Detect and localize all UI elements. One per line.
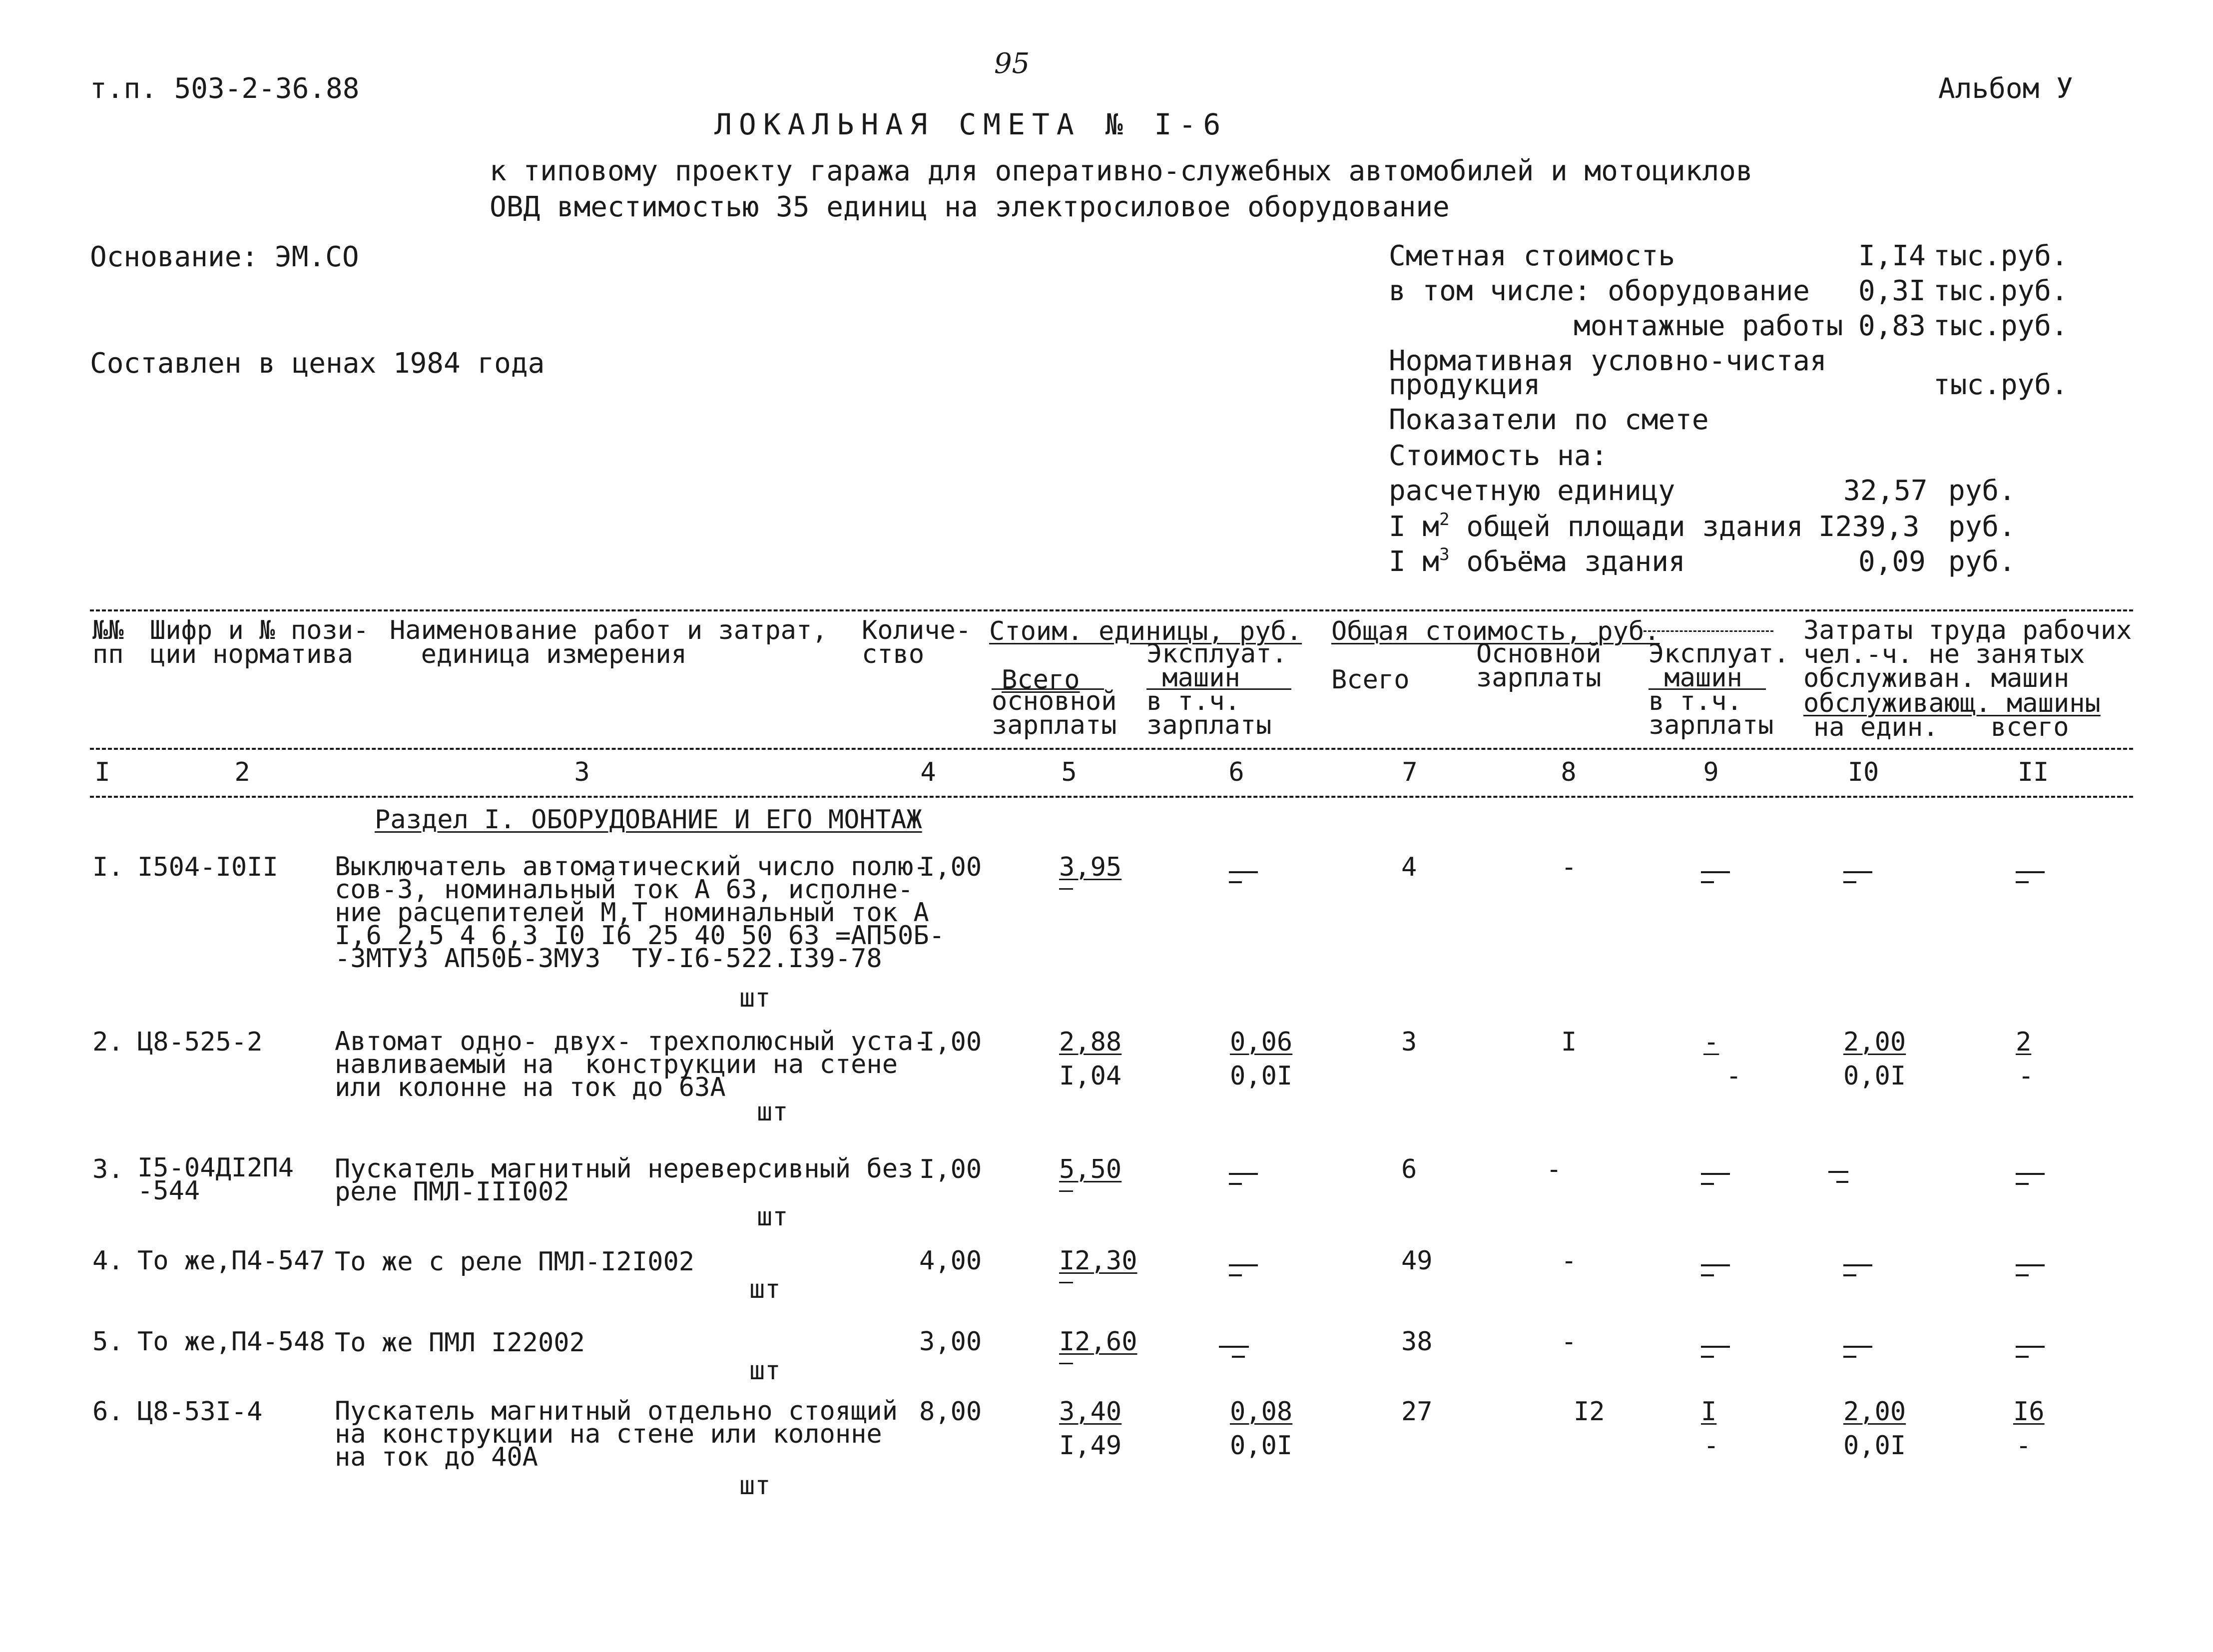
col-number: 9: [1703, 757, 1719, 787]
equipment-value: 0,3I: [1858, 275, 1926, 307]
row-machinery-cost-dash: [1229, 1160, 1258, 1185]
row-code: I5-04ДI2П4 -544: [137, 1153, 294, 1206]
normative-label-1: Нормативная условно-чистая: [1389, 345, 1827, 377]
row-unit-cost-bottom-dash: [1059, 1363, 1073, 1364]
subtitle-line-2: ОВД вместимостью 35 единиц на электросиловое оборудование: [490, 191, 1450, 223]
row-labor-total-bottom: -: [2018, 1061, 2034, 1091]
row-unit: шт: [739, 1471, 771, 1501]
row-wage-total: -: [1561, 852, 1577, 882]
row-name: Выключатель автоматический число полю- сов-3, номинальный ток А 63, исполне- ние расцепителей М,Т номинальный ток А I,6 2,5 4 6,3 I0 I6 25 40 50 63 =АП50Б- -3МТУ3 АП50Б-3МУ3 ТУ-I6-522.I39-78: [335, 852, 945, 974]
col-header-2: Шифр и № пози- ции норматива: [150, 615, 369, 669]
labor-group-header: Затраты труда рабочих чел.-ч. не занятых обслуживан. машин: [1803, 615, 2132, 693]
col-header-9-dash: [1644, 630, 1773, 632]
row-machinery-cost-dash: [1219, 1333, 1249, 1358]
indicators-label: Показатели по смете: [1389, 404, 1709, 436]
row-total: 38: [1401, 1327, 1433, 1357]
volume-value: 0,09: [1858, 546, 1926, 578]
row-machinery-cost-dash: [1229, 1251, 1258, 1276]
row-unit-cost: 3,95: [1059, 852, 1122, 882]
row-total: 4: [1401, 852, 1417, 882]
row-labor-total-dash: [2016, 1160, 2045, 1185]
row-labor-total-dash: [2016, 1251, 2045, 1276]
total-cost-group-header: Общая стоимость, руб.: [1331, 616, 1660, 646]
estimated-cost-label: Сметная стоимость: [1389, 240, 1675, 272]
calc-unit-value: 32,57: [1843, 475, 1928, 507]
row-machinery-total-dash: [1701, 1333, 1730, 1358]
row-unit: шт: [749, 1274, 781, 1304]
row-machinery-cost: 0,08: [1230, 1397, 1293, 1427]
col-header-6-bottom: в т.ч. зарплаты: [1146, 686, 1272, 740]
equipment-unit: тыс.руб.: [1933, 275, 2068, 307]
area-label: I $м^2$ общей площади здания: [1389, 510, 1803, 543]
row-machinery-wage: 0,0I: [1230, 1061, 1293, 1091]
col-header-11: всего: [1991, 712, 2069, 742]
row-machinery-total: -: [1703, 1027, 1719, 1057]
col-header-1: №№ пп: [92, 615, 124, 669]
row-unit-cost: I2,60: [1059, 1327, 1137, 1357]
row-total: 3: [1401, 1027, 1417, 1057]
row-qty: 4,00: [919, 1246, 982, 1276]
row-unit: шт: [739, 983, 771, 1013]
row-labor-total-dash: [2016, 1333, 2045, 1358]
col-header-5-rule: [992, 688, 1104, 690]
row-unit-cost-bottom-dash: [1059, 1282, 1073, 1283]
calc-unit-rub: руб.: [1948, 475, 2016, 507]
row-unit-cost: 5,50: [1059, 1154, 1122, 1184]
col-number: 2: [234, 757, 250, 787]
row-qty: 3,00: [919, 1327, 982, 1357]
row-unit-cost-bottom-dash: [1059, 1190, 1073, 1192]
row-labor-unit-dash: [1843, 858, 1872, 883]
page-number: 95: [994, 47, 1030, 80]
row-labor-unit-bottom: 0,0I: [1843, 1431, 1906, 1461]
installation-label: монтажные работы: [1574, 310, 1843, 342]
col-number: 4: [920, 757, 936, 787]
album-label: Альбом У: [1938, 72, 2073, 105]
labor-sub-header: обслуживающ. машины: [1803, 688, 2101, 718]
col-header-10: на един.: [1813, 712, 1939, 742]
row-machinery-total: I: [1701, 1397, 1717, 1427]
row-machinery-cost-dash: [1229, 858, 1258, 883]
table-top-rule: [90, 609, 2133, 611]
col-number: II: [2017, 757, 2049, 787]
normative-label-2: продукция: [1389, 369, 1541, 401]
row-machinery-total-wage: -: [1726, 1061, 1742, 1091]
row-qty: I,00: [919, 1027, 982, 1057]
row-labor-unit: 2,00: [1843, 1027, 1906, 1057]
estimated-cost-unit: тыс.руб.: [1933, 240, 2068, 272]
subtitle-line-1: к типовому проекту гаража для оперативно-служебных автомобилей и мотоциклов: [490, 155, 1753, 187]
unit-cost-group-header: Стоим. единицы, руб.: [989, 616, 1302, 646]
row-machinery-total-dash: [1701, 1251, 1730, 1276]
row-total: 49: [1401, 1246, 1433, 1276]
row-total: 6: [1401, 1154, 1417, 1184]
row-name: То же ПМЛ I22002: [335, 1328, 585, 1358]
row-labor-unit-bottom: 0,0I: [1843, 1061, 1906, 1091]
section-title: Раздел I. ОБОРУДОВАНИЕ И ЕГО МОНТАЖ: [375, 805, 922, 835]
col-number: 8: [1561, 757, 1577, 787]
row-name: Пускатель магнитный нереверсивный без реле ПМЛ-III002: [335, 1154, 914, 1207]
col-number: 6: [1228, 757, 1244, 787]
row-number: I.: [92, 852, 124, 882]
col-number: 5: [1061, 757, 1077, 787]
row-number: 2.: [92, 1027, 124, 1057]
compiled-note: Составлен в ценах 1984 года: [90, 347, 545, 380]
row-labor-unit: 2,00: [1843, 1397, 1906, 1427]
row-unit: шт: [749, 1356, 781, 1386]
row-unit-wage: I,49: [1059, 1431, 1122, 1461]
row-qty: I,00: [919, 852, 982, 882]
row-wage-total: I: [1561, 1027, 1577, 1057]
basis-label: Основание:: [90, 241, 259, 273]
col-header-5-top: Всего: [1002, 665, 1080, 695]
row-unit: шт: [757, 1097, 788, 1127]
page-title: ЛОКАЛЬНАЯ СМЕТА № I-6: [714, 107, 1228, 141]
row-qty: 8,00: [919, 1397, 982, 1427]
col-header-9-top: Эксплуат. машин: [1649, 639, 1789, 693]
row-code: То же,П4-547: [137, 1246, 325, 1276]
col-header-6-top: Эксплуат. машин: [1146, 639, 1287, 693]
row-name: То же с реле ПМЛ-I2I002: [335, 1247, 695, 1277]
row-labor-total: I6: [2013, 1397, 2045, 1427]
numbers-bottom-rule: [90, 796, 2133, 798]
row-labor-unit-dash: [1843, 1251, 1872, 1276]
row-labor-unit-dash: [1828, 1160, 1848, 1183]
row-unit-cost: 3,40: [1059, 1397, 1122, 1427]
col-header-7: Всего: [1331, 665, 1410, 695]
row-unit-cost: I2,30: [1059, 1246, 1137, 1276]
row-machinery-total-dash: [1701, 1160, 1730, 1185]
area-rub: руб.: [1948, 511, 2016, 543]
col-number: I: [94, 757, 110, 787]
row-labor-total: 2: [2016, 1027, 2032, 1057]
row-number: 4.: [92, 1246, 124, 1276]
row-unit: шт: [757, 1202, 788, 1232]
basis-value: ЭМ.СО: [275, 241, 359, 273]
row-name: Пускатель магнитный отдельно стоящий на конструкции на стене или колонне на ток до 40А: [335, 1396, 898, 1472]
row-machinery-total-dash: [1701, 858, 1730, 883]
row-wage-total: -: [1561, 1327, 1577, 1357]
col-header-4: Количе- ство: [862, 615, 972, 669]
row-machinery-total-wage: -: [1703, 1431, 1719, 1461]
including-equipment-label: в том числе: оборудование: [1389, 275, 1810, 307]
row-machinery-cost: 0,06: [1230, 1027, 1293, 1057]
area-value: I239,3: [1818, 511, 1920, 543]
row-code: То же,П4-548: [137, 1327, 325, 1357]
header-bottom-rule: [90, 748, 2133, 750]
row-labor-total-bottom: -: [2016, 1431, 2032, 1461]
row-unit-cost-bottom-dash: [1059, 888, 1073, 890]
row-wage-total: I2: [1574, 1397, 1605, 1427]
col-header-5-bottom: основной зарплаты: [992, 686, 1117, 740]
row-qty: I,00: [919, 1154, 982, 1184]
col-number: 3: [574, 757, 590, 787]
col-header-8: Основной зарплаты: [1476, 639, 1602, 693]
row-name: Автомат одно- двух- трехполюсный уста- навливаемый на конструкции на стене или колонне на ток до 63А: [335, 1027, 929, 1102]
calc-unit-label: расчетную единицу: [1389, 475, 1675, 507]
cost-on-label: Стоимость на:: [1389, 440, 1608, 472]
row-labor-unit-dash: [1843, 1333, 1872, 1358]
document-code: т.п. 503-2-36.88: [90, 72, 360, 105]
row-number: 5.: [92, 1327, 124, 1357]
col-number: I0: [1847, 757, 1879, 787]
col-header-9-bottom: в т.ч. зарплаты: [1649, 686, 1774, 740]
row-unit-wage: I,04: [1059, 1061, 1122, 1091]
row-labor-total-dash: [2016, 858, 2045, 883]
row-number: 6.: [92, 1397, 124, 1427]
row-unit-cost: 2,88: [1059, 1027, 1122, 1057]
volume-rub: руб.: [1948, 546, 2016, 578]
row-wage-total: -: [1546, 1154, 1562, 1184]
row-total: 27: [1401, 1397, 1433, 1427]
row-wage-total: -: [1561, 1246, 1577, 1276]
installation-unit: тыс.руб.: [1933, 310, 2068, 342]
installation-value: 0,83: [1858, 310, 1926, 342]
estimated-cost-value: I,I4: [1858, 240, 1926, 272]
normative-unit: тыс.руб.: [1933, 369, 2068, 401]
row-code: I504-I0II: [137, 852, 278, 882]
col-number: 7: [1402, 757, 1418, 787]
row-code: Ц8-53I-4: [137, 1397, 263, 1427]
volume-label: I $м^3$ объёма здания: [1389, 545, 1685, 578]
row-number: 3.: [92, 1154, 124, 1184]
row-code: Ц8-525-2: [137, 1027, 263, 1057]
row-machinery-wage: 0,0I: [1230, 1431, 1293, 1461]
col-header-3: Наименование работ и затрат, единица измерения: [390, 615, 828, 669]
